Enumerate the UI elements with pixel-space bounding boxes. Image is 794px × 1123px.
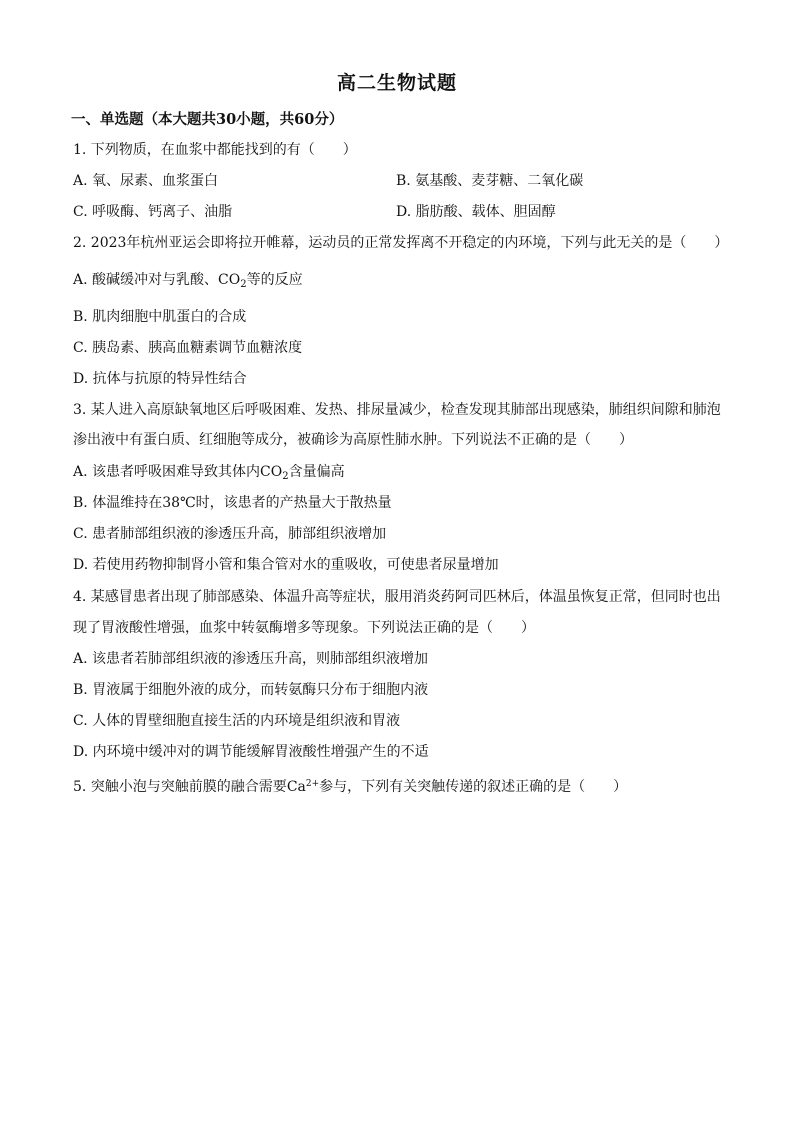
q3-option-b: B. 体温维持在38℃时，该患者的产热量大于散热量 — [73, 495, 392, 511]
q3-option-a — [73, 462, 345, 487]
q1-option-c: C. 呼吸酶、钙离子、油脂 — [73, 204, 233, 220]
q5-stem-ion: Ca — [286, 779, 306, 795]
q3-option-a-post: 含量偏高 — [288, 464, 345, 480]
q4-option-a: A. 该患者若肺部组织液的渗透压升高，则肺部组织液增加 — [73, 651, 429, 667]
q3-option-d: D. 若使用药物抑制肾小管和集合管对水的重吸收，可使患者尿量增加 — [73, 557, 499, 573]
q2-option-a-pre: A. 酸碱缓冲对与乳酸、 — [73, 272, 219, 288]
q3-stem-line2: 渗出液中有蛋白质、红细胞等成分，被确诊为高原性肺水肿。下列说法不正确的是（ ） — [73, 432, 633, 448]
exam-title: 高二生物试题 — [336, 72, 457, 94]
q3-option-a-pre: A. 该患者呼吸困难导致其体内 — [73, 464, 261, 480]
q2-option-c: C. 胰岛素、胰高血糖素调节血糖浓度 — [73, 340, 303, 356]
q1-option-a: A. 氧、尿素、血浆蛋白 — [73, 173, 219, 189]
section-heading: 一、单选题（本大题共30小题，共60分） — [71, 111, 344, 128]
q3-option-a-chem: CO — [260, 464, 283, 480]
q5-stem-pre: 5. 突触小泡与突触前膜的融合需要 — [73, 779, 287, 795]
q2-option-b: B. 肌肉细胞中肌蛋白的合成 — [73, 309, 247, 325]
q3-option-a-sub: 2 — [282, 471, 289, 482]
q3-option-c: C. 患者肺部组织液的渗透压升高，肺部组织液增加 — [73, 526, 387, 542]
q1-option-b: B. 氨基酸、麦芽糖、二氧化碳 — [396, 173, 584, 189]
q5-stem — [73, 774, 627, 797]
q2-option-a-sub: 2 — [240, 279, 247, 290]
q5-stem-post: 参与，下列有关突触传递的叙述正确的是（ ） — [319, 779, 628, 795]
q2-option-a-post: 等的反应 — [246, 272, 303, 288]
q4-stem-line1: 4. 某感冒患者出现了肺部感染、体温升高等症状，服用消炎药阿司匹林后，体温虽恢复正常，但同时也出 — [73, 589, 721, 605]
q1-stem: 1. 下列物质，在血浆中都能找到的有（ ） — [73, 142, 357, 158]
q4-option-d: D. 内环境中缓冲对的调节能缓解胃液酸性增强产生的不适 — [73, 744, 429, 760]
q4-option-c: C. 人体的胃壁细胞直接生活的内环境是组织液和胃液 — [73, 713, 401, 729]
q3-stem-line1: 3. 某人进入高原缺氧地区后呼吸困难、发热、排尿量减少，检查发现其肺部出现感染，肺组织间隙和肺泡 — [73, 402, 721, 418]
q2-option-a-chem: CO — [218, 272, 241, 288]
q2-stem: 2. 2023年杭州亚运会即将拉开帷幕，运动员的正常发挥离不开稳定的内环境，下列与此无关的是（ ） — [73, 235, 729, 251]
q2-option-d: D. 抗体与抗原的特异性结合 — [73, 371, 247, 387]
q4-stem-line2: 现了胃液酸性增强，血浆中转氨酶增多等现象。下列说法正确的是（ ） — [73, 620, 535, 636]
q2-option-a — [73, 270, 303, 295]
q1-option-d: D. 脂肪酸、载体、胆固醇 — [396, 204, 556, 220]
q5-stem-sup: 2+ — [305, 779, 320, 789]
q4-option-b: B. 胃液属于细胞外液的成分，而转氨酶只分布于细胞内液 — [73, 682, 429, 698]
